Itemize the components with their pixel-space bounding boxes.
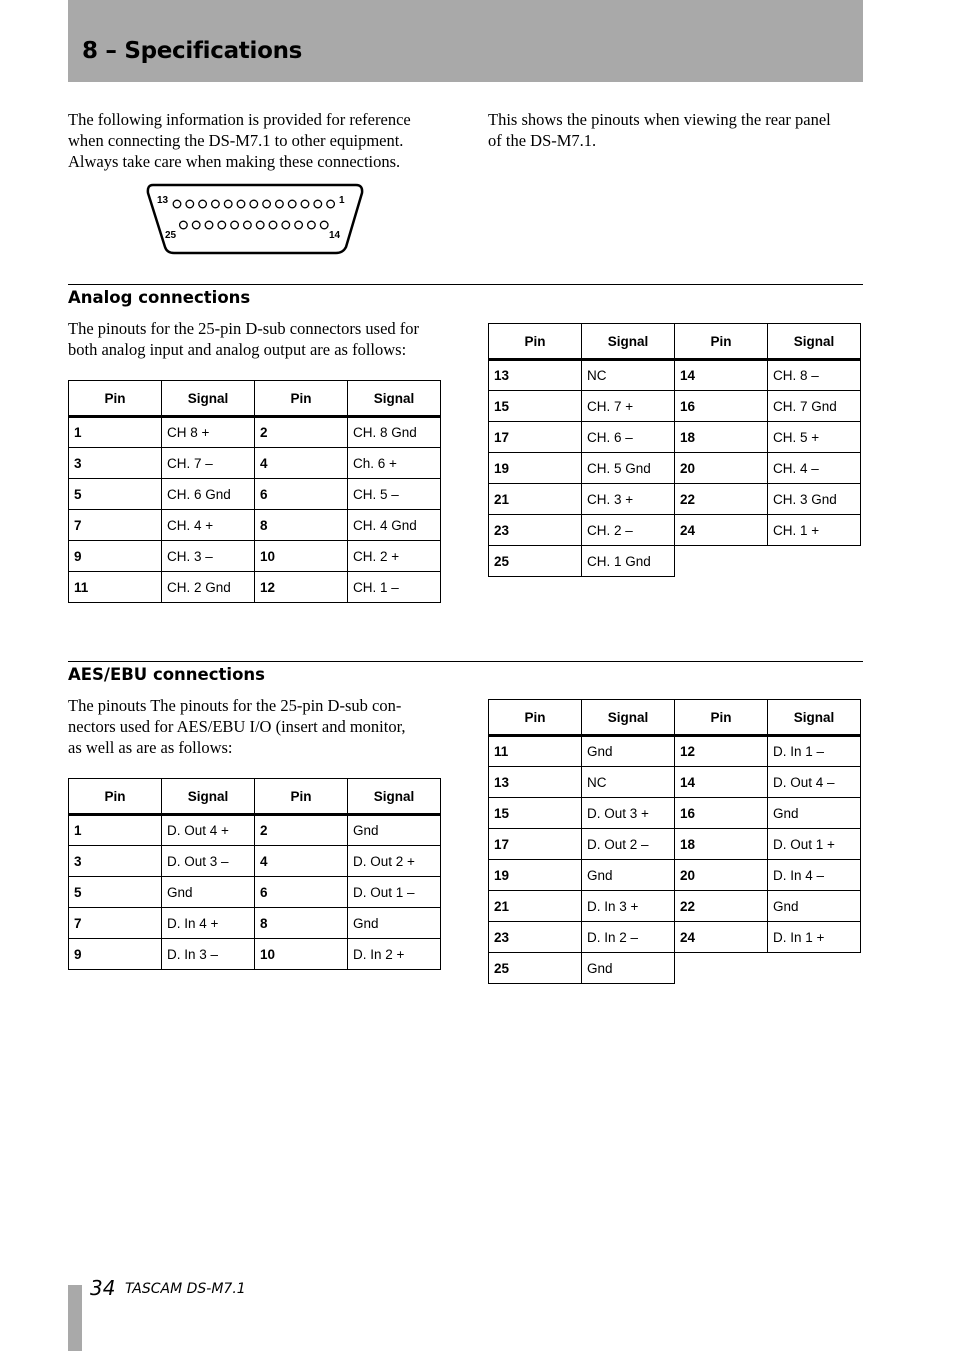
table-row [69, 846, 441, 877]
signal-cell: CH. 5 Gnd [582, 453, 675, 484]
table-row [489, 360, 861, 391]
signal-cell: Gnd [348, 908, 441, 939]
pin-number-cell: 16 [675, 798, 768, 829]
signal-cell: CH. 2 Gnd [162, 572, 255, 603]
connector-pin-hole [288, 200, 296, 208]
signal-cell: CH. 1 Gnd [582, 546, 675, 577]
table-header-row [69, 381, 441, 417]
pin-number-cell: 14 [675, 767, 768, 798]
signal-cell: Gnd [768, 891, 861, 922]
table-row [69, 572, 441, 603]
table-row [489, 736, 861, 767]
signal-cell: CH. 7 Gnd [768, 391, 861, 422]
pin-number-cell: 19 [489, 860, 582, 891]
signal-cell: CH. 5 – [348, 479, 441, 510]
aes-heading: AES/EBU connections [68, 665, 265, 684]
connector-pin-hole [186, 200, 194, 208]
header-band [68, 0, 863, 82]
pin-number-cell: 6 [255, 877, 348, 908]
aes-desc-line: The pinouts The pinouts for the 25-pin D-sub con- [68, 696, 402, 715]
pin-number-cell: 22 [675, 484, 768, 515]
connector-pin-hole [192, 221, 200, 229]
connector-pin-hole [250, 200, 258, 208]
connector-pin-hole [224, 200, 232, 208]
table-row [489, 953, 861, 984]
table-row [69, 908, 441, 939]
table-row [489, 891, 861, 922]
table-row [489, 484, 861, 515]
signal-cell: CH. 4 Gnd [348, 510, 441, 541]
signal-cell: D. In 4 + [162, 908, 255, 939]
signal-cell: Gnd [162, 877, 255, 908]
analog-description [68, 318, 419, 360]
signal-cell: CH. 1 + [768, 515, 861, 546]
pin-number-cell: 17 [489, 422, 582, 453]
aes-pinout-table-right [488, 699, 861, 984]
connector-pin-hole [295, 221, 303, 229]
signal-cell: CH. 6 – [582, 422, 675, 453]
pin-number-cell: 18 [675, 422, 768, 453]
pin-number-cell: 4 [255, 448, 348, 479]
column-header-signal: Signal [582, 324, 675, 360]
dsub-connector-diagram [145, 183, 367, 257]
signal-cell: CH. 2 – [582, 515, 675, 546]
page-number: 34 [90, 1276, 116, 1300]
pin-number-cell: 5 [69, 479, 162, 510]
connector-pin-hole [301, 200, 309, 208]
pin-number-cell: 18 [675, 829, 768, 860]
table-row [69, 479, 441, 510]
pin-number-cell: 11 [69, 572, 162, 603]
analog-pinout-table-right [488, 323, 861, 577]
analog-pinout-table-left [68, 380, 441, 603]
pin-number-cell: 10 [255, 939, 348, 970]
table-row [69, 815, 441, 846]
pin-number-cell: 8 [255, 908, 348, 939]
pin-number-cell: 13 [489, 360, 582, 391]
pin-number-cell: 8 [255, 510, 348, 541]
signal-cell: CH. 3 Gnd [768, 484, 861, 515]
signal-cell: D. Out 2 – [582, 829, 675, 860]
table-row [69, 417, 441, 448]
pin-number-cell: 24 [675, 922, 768, 953]
connector-pin-hole [276, 200, 284, 208]
pin-number-cell: 4 [255, 846, 348, 877]
column-header-pin: Pin [69, 779, 162, 815]
connector-pin-hole [231, 221, 239, 229]
table-row [489, 829, 861, 860]
signal-cell: Gnd [582, 860, 675, 891]
signal-cell: D. In 3 + [582, 891, 675, 922]
section-divider [68, 661, 863, 662]
pin-number-cell: 5 [69, 877, 162, 908]
column-header-signal: Signal [768, 324, 861, 360]
connector-pin-hole [256, 221, 264, 229]
pin-number-cell: 7 [69, 510, 162, 541]
pin-number-cell: 21 [489, 484, 582, 515]
table-row [489, 453, 861, 484]
pin-number-cell: 25 [489, 953, 582, 984]
pin-number-cell: 1 [69, 815, 162, 846]
intro-right-paragraph [488, 109, 831, 151]
connector-label-13: 13 [157, 195, 169, 206]
signal-cell: D. In 1 + [768, 922, 861, 953]
pin-number-cell: 1 [69, 417, 162, 448]
signal-cell: CH. 2 + [348, 541, 441, 572]
intro-left-line: The following information is provided for reference [68, 110, 411, 129]
table-header-row [489, 700, 861, 736]
aes-desc-line: as well as are as follows: [68, 738, 233, 757]
column-header-pin: Pin [255, 779, 348, 815]
pin-number-cell: 12 [675, 736, 768, 767]
connector-pin-hole [205, 221, 213, 229]
table-header-row [489, 324, 861, 360]
pin-number-cell: 24 [675, 515, 768, 546]
pin-number-cell: 20 [675, 860, 768, 891]
footer-bar [68, 1285, 82, 1351]
connector-pin-hole [237, 200, 245, 208]
signal-cell: D. Out 1 + [768, 829, 861, 860]
column-header-pin: Pin [675, 700, 768, 736]
signal-cell: CH. 3 + [582, 484, 675, 515]
pin-number-cell: 7 [69, 908, 162, 939]
page-title: 8 – Specifications [82, 38, 303, 64]
table-row [489, 798, 861, 829]
connector-pin-hole [320, 221, 328, 229]
table-row [489, 860, 861, 891]
signal-cell: D. Out 1 – [348, 877, 441, 908]
analog-desc-line: both analog input and analog output are as follows: [68, 340, 407, 359]
empty-cell [768, 546, 861, 577]
table-row [69, 448, 441, 479]
pin-number-cell: 21 [489, 891, 582, 922]
signal-cell: CH. 8 Gnd [348, 417, 441, 448]
pin-number-cell: 14 [675, 360, 768, 391]
signal-cell: Gnd [582, 953, 675, 984]
signal-cell: CH. 1 – [348, 572, 441, 603]
intro-left-line: when connecting the DS-M7.1 to other equipment. [68, 131, 404, 150]
connector-pin-hole [314, 200, 322, 208]
connector-pin-hole [173, 200, 181, 208]
pin-number-cell: 6 [255, 479, 348, 510]
pin-number-cell: 10 [255, 541, 348, 572]
pin-number-cell: 15 [489, 798, 582, 829]
signal-cell: Gnd [348, 815, 441, 846]
table-row [69, 939, 441, 970]
pin-number-cell: 9 [69, 939, 162, 970]
signal-cell: D. Out 2 + [348, 846, 441, 877]
intro-right-line: of the DS-M7.1. [488, 131, 597, 150]
connector-shell [148, 185, 362, 253]
column-header-pin: Pin [255, 381, 348, 417]
signal-cell: CH. 4 – [768, 453, 861, 484]
table-header-row [69, 779, 441, 815]
connector-pin-hole [180, 221, 188, 229]
pin-number-cell: 19 [489, 453, 582, 484]
signal-cell: D. Out 3 + [582, 798, 675, 829]
connector-label-14: 14 [329, 230, 341, 241]
pin-number-cell: 3 [69, 846, 162, 877]
table-row [489, 391, 861, 422]
pin-number-cell: 2 [255, 417, 348, 448]
connector-pin-hole [212, 200, 220, 208]
table-row [69, 510, 441, 541]
pin-number-cell: 17 [489, 829, 582, 860]
table-row [489, 422, 861, 453]
table-row [69, 877, 441, 908]
connector-pin-hole [269, 221, 277, 229]
table-row [489, 515, 861, 546]
connector-pin-hole [263, 200, 271, 208]
signal-cell: CH. 4 + [162, 510, 255, 541]
aes-description [68, 695, 406, 758]
pin-number-cell: 12 [255, 572, 348, 603]
signal-cell: CH. 6 Gnd [162, 479, 255, 510]
column-header-signal: Signal [162, 779, 255, 815]
pin-number-cell: 11 [489, 736, 582, 767]
signal-cell: Gnd [768, 798, 861, 829]
column-header-pin: Pin [69, 381, 162, 417]
connector-label-1: 1 [339, 195, 345, 206]
pin-number-cell: 13 [489, 767, 582, 798]
analog-desc-line: The pinouts for the 25-pin D-sub connectors used for [68, 319, 420, 338]
connector-pin-hole [244, 221, 252, 229]
signal-cell: Ch. 6 + [348, 448, 441, 479]
table-row [489, 922, 861, 953]
signal-cell: CH. 8 – [768, 360, 861, 391]
signal-cell: NC [582, 360, 675, 391]
pin-number-cell: 15 [489, 391, 582, 422]
signal-cell: Gnd [582, 736, 675, 767]
connector-pin-hole [308, 221, 316, 229]
pin-number-cell: 23 [489, 922, 582, 953]
column-header-signal: Signal [348, 381, 441, 417]
pin-number-cell: 25 [489, 546, 582, 577]
section-divider [68, 284, 863, 285]
signal-cell: D. Out 3 – [162, 846, 255, 877]
analog-heading: Analog connections [68, 288, 251, 307]
table-row [489, 767, 861, 798]
product-name: TASCAM DS-M7.1 [125, 1281, 246, 1297]
connector-pin-hole [218, 221, 226, 229]
column-header-signal: Signal [162, 381, 255, 417]
signal-cell: D. In 4 – [768, 860, 861, 891]
connector-label-25: 25 [165, 230, 177, 241]
intro-right-line: This shows the pinouts when viewing the rear panel [488, 110, 831, 129]
connector-pin-hole [327, 200, 335, 208]
column-header-signal: Signal [768, 700, 861, 736]
signal-cell: D. In 2 – [582, 922, 675, 953]
column-header-signal: Signal [348, 779, 441, 815]
column-header-pin: Pin [675, 324, 768, 360]
signal-cell: D. Out 4 – [768, 767, 861, 798]
signal-cell: CH 8 + [162, 417, 255, 448]
signal-cell: D. In 2 + [348, 939, 441, 970]
pin-number-cell: 9 [69, 541, 162, 572]
signal-cell: CH. 7 + [582, 391, 675, 422]
signal-cell: D. Out 4 + [162, 815, 255, 846]
pin-number-cell: 23 [489, 515, 582, 546]
intro-left-paragraph [68, 109, 411, 172]
pin-number-cell: 2 [255, 815, 348, 846]
signal-cell: CH. 3 – [162, 541, 255, 572]
signal-cell: CH. 5 + [768, 422, 861, 453]
table-row [69, 541, 441, 572]
connector-pin-hole [282, 221, 290, 229]
intro-left-line: Always take care when making these connections. [68, 152, 401, 171]
table-row [489, 546, 861, 577]
empty-cell [675, 953, 768, 984]
signal-cell: D. In 1 – [768, 736, 861, 767]
connector-pin-hole [199, 200, 207, 208]
pin-number-cell: 20 [675, 453, 768, 484]
column-header-pin: Pin [489, 324, 582, 360]
column-header-pin: Pin [489, 700, 582, 736]
pin-number-cell: 22 [675, 891, 768, 922]
column-header-signal: Signal [582, 700, 675, 736]
signal-cell: D. In 3 – [162, 939, 255, 970]
aes-pinout-table-left [68, 778, 441, 970]
pin-number-cell: 3 [69, 448, 162, 479]
empty-cell [768, 953, 861, 984]
aes-desc-line: nectors used for AES/EBU I/O (insert and monitor, [68, 717, 406, 736]
empty-cell [675, 546, 768, 577]
pin-number-cell: 16 [675, 391, 768, 422]
signal-cell: NC [582, 767, 675, 798]
signal-cell: CH. 7 – [162, 448, 255, 479]
